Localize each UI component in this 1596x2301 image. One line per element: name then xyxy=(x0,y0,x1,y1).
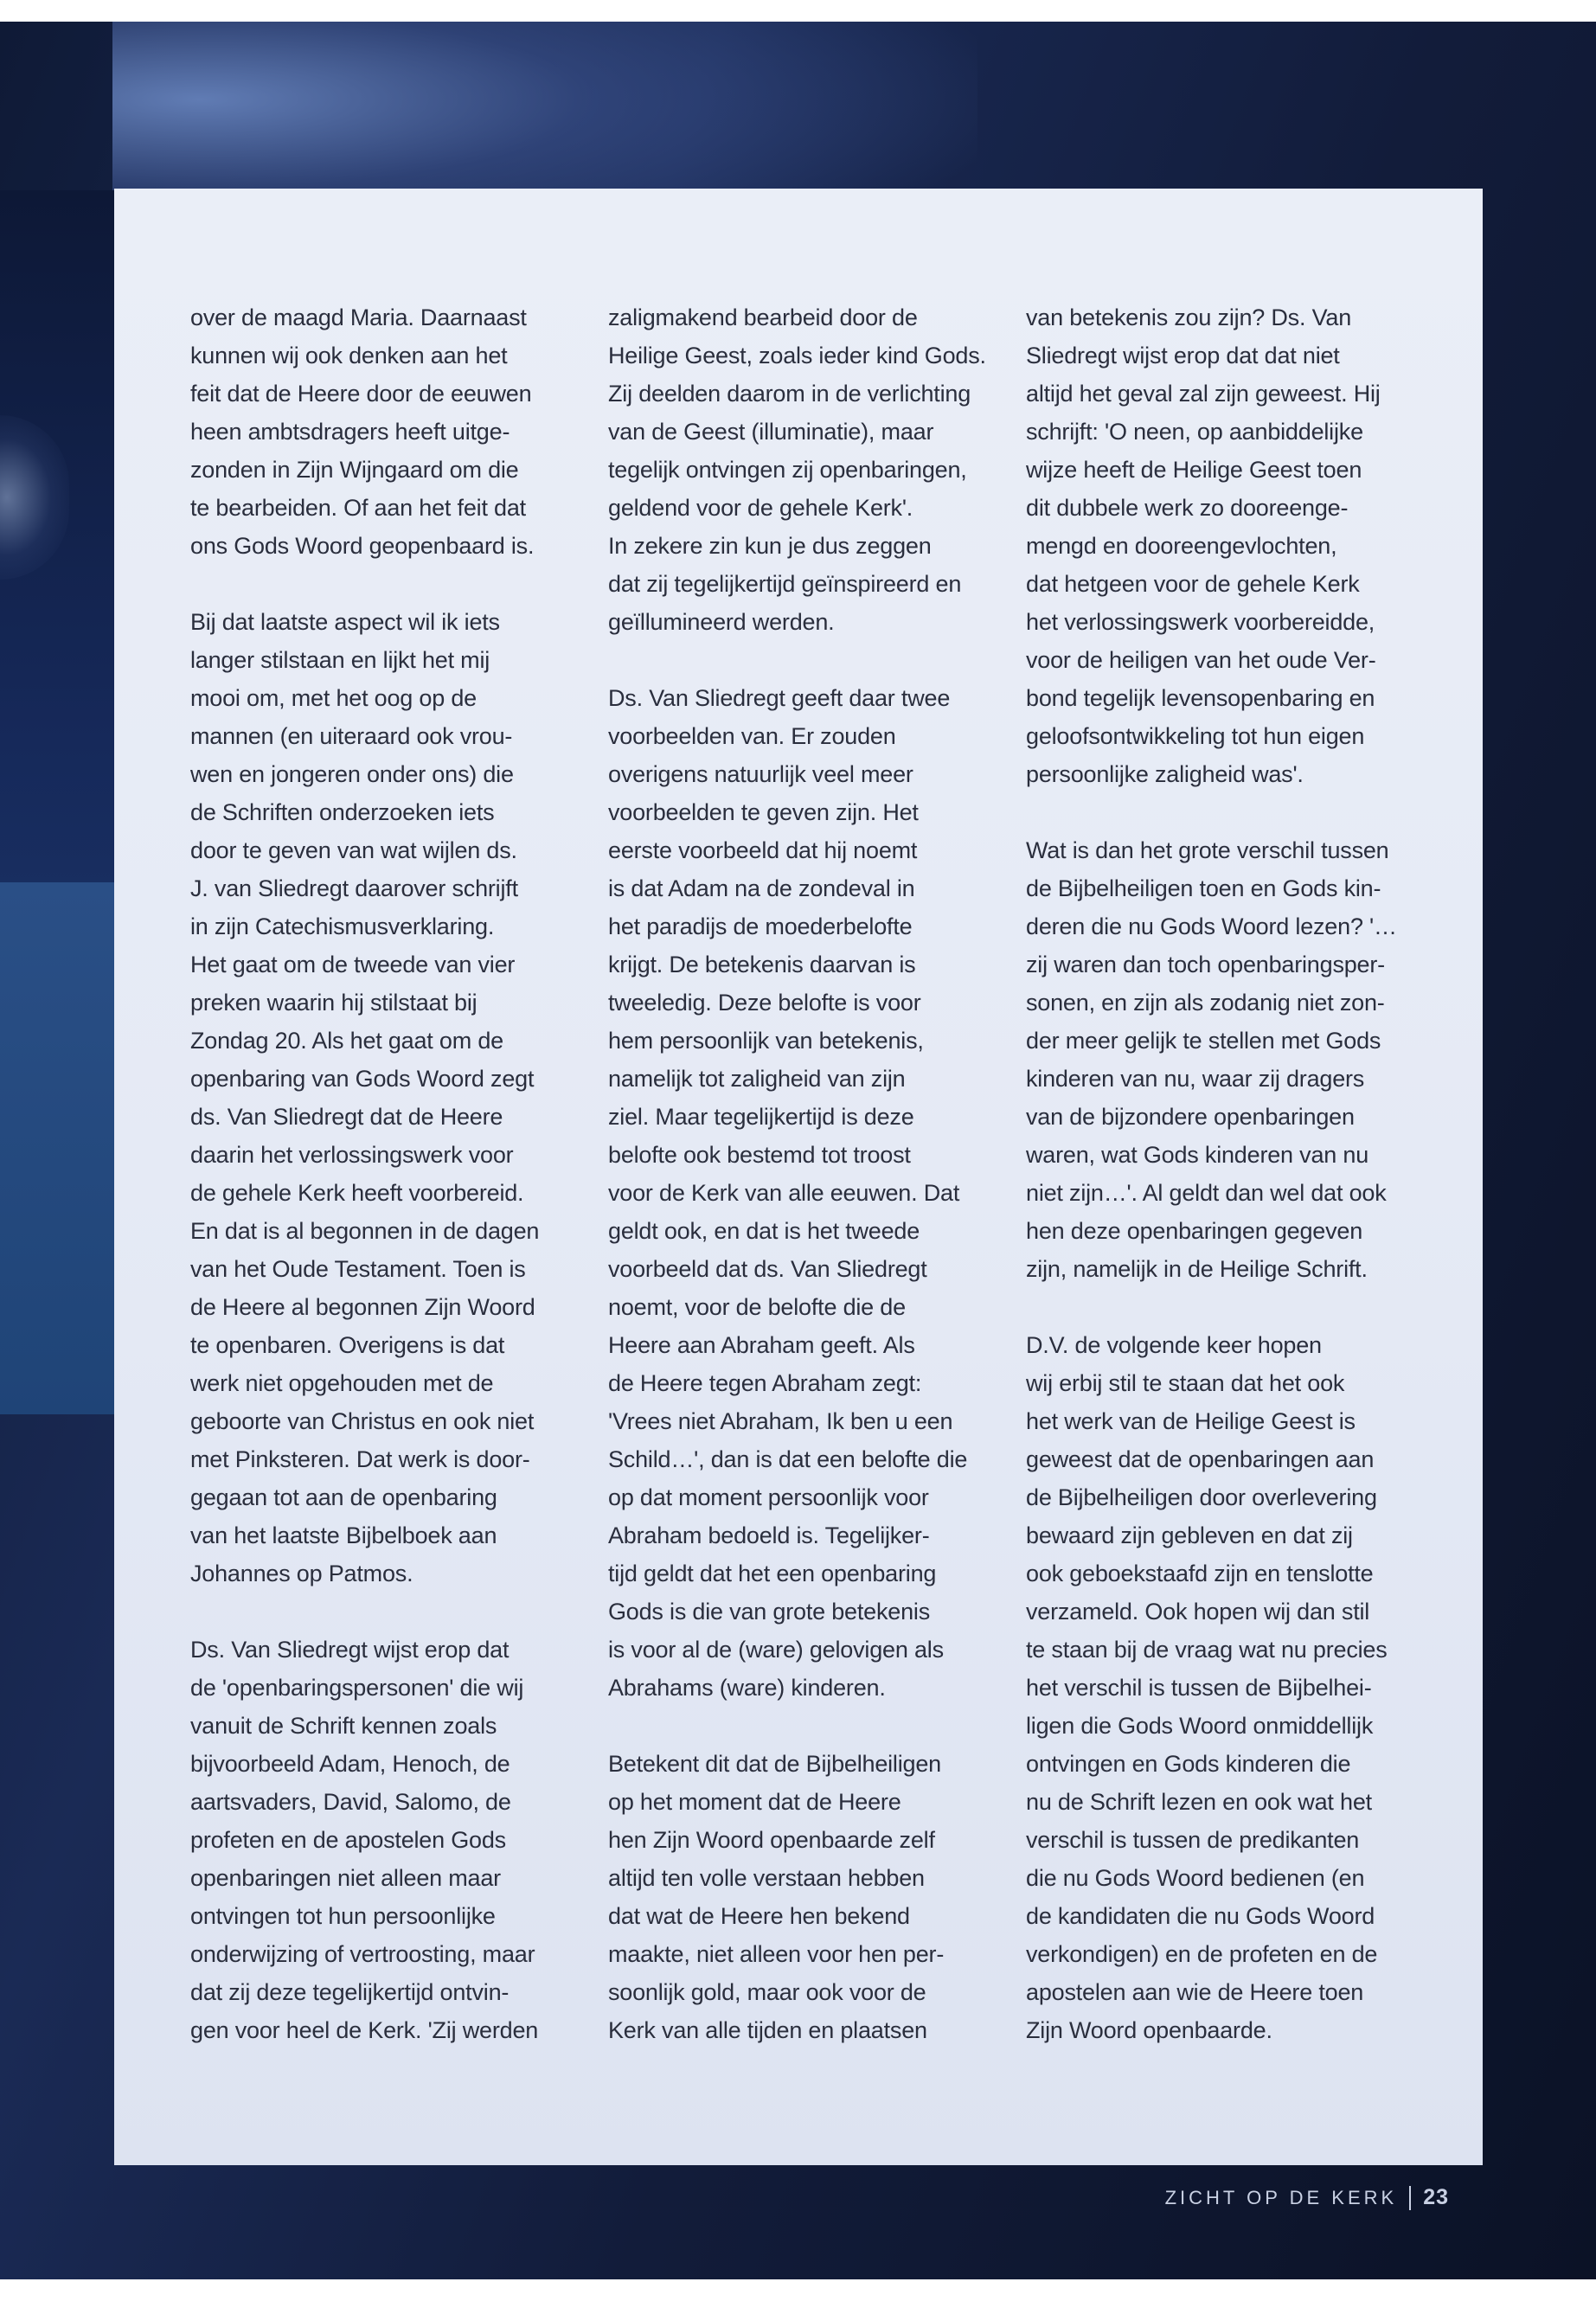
text-line: heen ambtsdragers heeft uitge- xyxy=(190,419,510,445)
text-line: aartsvaders, David, Salomo, de xyxy=(190,1789,511,1815)
text-line: preken waarin hij stilstaat bij xyxy=(190,990,478,1016)
text-line: onderwijzing of vertroosting, maar xyxy=(190,1941,535,1967)
text-line: openbaring van Gods Woord zegt xyxy=(190,1066,535,1092)
text-line: waren, wat Gods kinderen van nu xyxy=(1026,1142,1369,1168)
text-line: Kerk van alle tijden en plaatsen xyxy=(608,2017,927,2043)
text-line: Wat is dan het grote verschil tussen xyxy=(1026,837,1389,863)
magazine-title: ZICHT OP DE KERK xyxy=(1164,2186,1398,2208)
article-column-2 xyxy=(608,298,1006,2049)
text-line: vanuit de Schrift kennen zoals xyxy=(190,1713,497,1739)
text-line: kinderen van nu, waar zij dragers xyxy=(1026,1066,1365,1092)
text-line: de Bijbelheiligen door overlevering xyxy=(1026,1484,1377,1510)
text-line: mooi om, met het oog op de xyxy=(190,685,477,711)
text-line: Johannes op Patmos. xyxy=(190,1561,413,1586)
text-line: geweest dat de openbaringen aan xyxy=(1026,1446,1375,1472)
text-line: Sliedregt wijst erop dat dat niet xyxy=(1026,343,1340,369)
paragraph-gap xyxy=(190,1593,588,1631)
text-line: te bearbeiden. Of aan het feit dat xyxy=(190,495,526,521)
text-line: het paradijs de moederbelofte xyxy=(608,913,913,939)
text-line: ontvingen en Gods kinderen die xyxy=(1026,1751,1351,1777)
text-line: nu de Schrift lezen en ook wat het xyxy=(1026,1789,1372,1815)
text-line: de Heere al begonnen Zijn Woord xyxy=(190,1294,535,1320)
text-line: wijze heeft de Heilige Geest toen xyxy=(1026,457,1362,483)
text-line: zaligmakend bearbeid door de xyxy=(608,304,918,330)
text-line: Zondag 20. Als het gaat om de xyxy=(190,1028,503,1054)
text-line: voor de Kerk van alle eeuwen. Dat xyxy=(608,1180,960,1206)
text-line: maakte, niet alleen voor hen per- xyxy=(608,1941,945,1967)
text-line: Schild…', dan is dat een belofte die xyxy=(608,1446,968,1472)
text-line: feit dat de Heere door de eeuwen xyxy=(190,381,532,407)
text-line: zijn, namelijk in de Heilige Schrift. xyxy=(1026,1256,1368,1282)
text-line: ziel. Maar tegelijkertijd is deze xyxy=(608,1104,914,1130)
text-line: geldt ook, en dat is het tweede xyxy=(608,1218,920,1244)
text-line: Het gaat om de tweede van vier xyxy=(190,952,516,977)
text-line: van betekenis zou zijn? Ds. Van xyxy=(1026,304,1352,330)
text-line: Heilige Geest, zoals ieder kind Gods. xyxy=(608,343,986,369)
text-line: overigens natuurlijk veel meer xyxy=(608,761,913,787)
text-line: altijd het geval zal zijn geweest. Hij xyxy=(1026,381,1381,407)
text-line: wen en jongeren onder ons) die xyxy=(190,761,514,787)
text-line: eerste voorbeeld dat hij noemt xyxy=(608,837,918,863)
text-line: openbaringen niet alleen maar xyxy=(190,1865,501,1891)
page-footer xyxy=(1165,2185,1449,2210)
text-line: kunnen wij ook denken aan het xyxy=(190,343,508,369)
text-line: J. van Sliedregt daarover schrijft xyxy=(190,875,518,901)
text-line: de 'openbaringspersonen' die wij xyxy=(190,1675,524,1701)
text-line: noemt, voor de belofte die de xyxy=(608,1294,906,1320)
text-line: van het Oude Testament. Toen is xyxy=(190,1256,526,1282)
text-line: niet zijn…'. Al geldt dan wel dat ook xyxy=(1026,1180,1387,1206)
text-line: die nu Gods Woord bedienen (en xyxy=(1026,1865,1365,1891)
text-line: de Schriften onderzoeken iets xyxy=(190,799,495,825)
text-line: Bij dat laatste aspect wil ik iets xyxy=(190,609,500,635)
text-line: deren die nu Gods Woord lezen? '… xyxy=(1026,913,1397,939)
text-line: Zij deelden daarom in de verlichting xyxy=(608,381,971,407)
text-line: voor de heiligen van het oude Ver- xyxy=(1026,647,1376,673)
article-column-1 xyxy=(190,298,588,2049)
text-line: de Bijbelheiligen toen en Gods kin- xyxy=(1026,875,1381,901)
dove-image xyxy=(0,415,69,580)
paragraph-gap xyxy=(1026,793,1424,831)
text-line: dat wat de Heere hen bekend xyxy=(608,1903,910,1929)
text-line: Abraham bedoeld is. Tegelijker- xyxy=(608,1522,930,1548)
text-line: persoonlijke zaligheid was'. xyxy=(1026,761,1304,787)
text-line: het verlossingswerk voorbereidde, xyxy=(1026,609,1375,635)
text-line: der meer gelijk te stellen met Gods xyxy=(1026,1028,1381,1054)
text-line: krijgt. De betekenis daarvan is xyxy=(608,952,916,977)
text-line: gegaan tot aan de openbaring xyxy=(190,1484,497,1510)
text-line: altijd ten volle verstaan hebben xyxy=(608,1865,925,1891)
text-line: wij erbij stil te staan dat het ook xyxy=(1026,1370,1345,1396)
text-line: Ds. Van Sliedregt geeft daar twee xyxy=(608,685,951,711)
text-line: is voor al de (ware) gelovigen als xyxy=(608,1637,944,1663)
text-line: schrijft: 'O neen, op aanbiddelijke xyxy=(1026,419,1363,445)
text-line: bond tegelijk levensopenbaring en xyxy=(1026,685,1375,711)
text-line: apostelen aan wie de Heere toen xyxy=(1026,1979,1364,2005)
text-line: verzameld. Ook hopen wij dan stil xyxy=(1026,1599,1370,1625)
text-line: het verschil is tussen de Bijbelhei- xyxy=(1026,1675,1372,1701)
text-line: over de maagd Maria. Daarnaast xyxy=(190,304,527,330)
text-line: namelijk tot zaligheid van zijn xyxy=(608,1066,906,1092)
text-line: dat zij deze tegelijkertijd ontvin- xyxy=(190,1979,510,2005)
article-column-3 xyxy=(1026,298,1424,2049)
text-line: met Pinksteren. Dat werk is door- xyxy=(190,1446,530,1472)
text-line: tweeledig. Deze belofte is voor xyxy=(608,990,921,1016)
text-line: Abrahams (ware) kinderen. xyxy=(608,1675,886,1701)
text-line: hen Zijn Woord openbaarde zelf xyxy=(608,1827,935,1853)
text-line: op dat moment persoonlijk voor xyxy=(608,1484,929,1510)
text-line: voorbeeld dat ds. Van Sliedregt xyxy=(608,1256,927,1282)
text-line: tijd geldt dat het een openbaring xyxy=(608,1561,937,1586)
text-line: door te geven van wat wijlen ds. xyxy=(190,837,517,863)
text-line: Gods is die van grote betekenis xyxy=(608,1599,931,1625)
paragraph-gap xyxy=(190,565,588,603)
text-line: dit dubbele werk zo dooreenge- xyxy=(1026,495,1349,521)
text-line: sonen, en zijn als zodanig niet zon- xyxy=(1026,990,1385,1016)
text-line: gen voor heel de Kerk. 'Zij werden xyxy=(190,2017,539,2043)
text-line: Betekent dit dat de Bijbelheiligen xyxy=(608,1751,941,1777)
text-line: daarin het verlossingswerk voor xyxy=(190,1142,514,1168)
text-line: te openbaren. Overigens is dat xyxy=(190,1332,505,1358)
text-line: bijvoorbeeld Adam, Henoch, de xyxy=(190,1751,510,1777)
text-line: langer stilstaan en lijkt het mij xyxy=(190,647,490,673)
text-line: Heere aan Abraham geeft. Als xyxy=(608,1332,915,1358)
text-line: tegelijk ontvingen zij openbaringen, xyxy=(608,457,967,483)
text-line: zij waren dan toch openbaringsper- xyxy=(1026,952,1385,977)
text-line: is dat Adam na de zondeval in xyxy=(608,875,915,901)
footer-divider xyxy=(1409,2186,1411,2210)
text-line: van het laatste Bijbelboek aan xyxy=(190,1522,497,1548)
text-line: op het moment dat de Heere xyxy=(608,1789,901,1815)
text-line: verkondigen) en de profeten en de xyxy=(1026,1941,1378,1967)
text-line: in zijn Catechismusverklaring. xyxy=(190,913,495,939)
paragraph-gap xyxy=(608,641,1006,679)
text-line: D.V. de volgende keer hopen xyxy=(1026,1332,1322,1358)
text-line: zonden in Zijn Wijngaard om die xyxy=(190,457,519,483)
page-number: 23 xyxy=(1423,2185,1449,2209)
text-line: ons Gods Woord geopenbaard is. xyxy=(190,533,535,559)
text-line: te staan bij de vraag wat nu precies xyxy=(1026,1637,1388,1663)
text-line: ds. Van Sliedregt dat de Heere xyxy=(190,1104,503,1130)
text-line: geloofsontwikkeling tot hun eigen xyxy=(1026,723,1365,749)
text-line: ook geboekstaafd zijn en tenslotte xyxy=(1026,1561,1374,1586)
text-line: van de Geest (illuminatie), maar xyxy=(608,419,934,445)
text-line: dat hetgeen voor de gehele Kerk xyxy=(1026,571,1360,597)
text-line: belofte ook bestemd tot troost xyxy=(608,1142,911,1168)
text-line: mannen (en uiteraard ook vrou- xyxy=(190,723,513,749)
text-line: van de bijzondere openbaringen xyxy=(1026,1104,1355,1130)
text-line: dat zij tegelijkertijd geïnspireerd en xyxy=(608,571,962,597)
text-line: hen deze openbaringen gegeven xyxy=(1026,1218,1363,1244)
text-line: bewaard zijn gebleven en dat zij xyxy=(1026,1522,1353,1548)
text-line: hem persoonlijk van betekenis, xyxy=(608,1028,924,1054)
text-line: de Heere tegen Abraham zegt: xyxy=(608,1370,922,1396)
text-line: geboorte van Christus en ook niet xyxy=(190,1408,535,1434)
text-line: profeten en de apostelen Gods xyxy=(190,1827,506,1853)
text-line: Zijn Woord openbaarde. xyxy=(1026,2017,1272,2043)
paragraph-gap xyxy=(608,1707,1006,1745)
text-line: geldend voor de gehele Kerk'. xyxy=(608,495,913,521)
dove-photo-strip xyxy=(0,190,114,1414)
text-line: En dat is al begonnen in de dagen xyxy=(190,1218,540,1244)
blue-accent-block xyxy=(0,882,114,1414)
text-line: Ds. Van Sliedregt wijst erop dat xyxy=(190,1637,510,1663)
text-line: voorbeelden te geven zijn. Het xyxy=(608,799,919,825)
text-line: ligen die Gods Woord onmiddellijk xyxy=(1026,1713,1374,1739)
text-line: de gehele Kerk heeft voorbereid. xyxy=(190,1180,524,1206)
text-line: het werk van de Heilige Geest is xyxy=(1026,1408,1356,1434)
paragraph-gap xyxy=(1026,1288,1424,1326)
text-line: de kandidaten die nu Gods Woord xyxy=(1026,1903,1375,1929)
text-line: werk niet opgehouden met de xyxy=(190,1370,494,1396)
text-line: voorbeelden van. Er zouden xyxy=(608,723,896,749)
text-line: ontvingen tot hun persoonlijke xyxy=(190,1903,496,1929)
text-line: geïllumineerd werden. xyxy=(608,609,835,635)
text-line: mengd en dooreengevlochten, xyxy=(1026,533,1337,559)
text-line: verschil is tussen de predikanten xyxy=(1026,1827,1360,1853)
text-line: soonlijk gold, maar ook voor de xyxy=(608,1979,926,2005)
text-line: In zekere zin kun je dus zeggen xyxy=(608,533,932,559)
text-line: 'Vrees niet Abraham, Ik ben u een xyxy=(608,1408,953,1434)
